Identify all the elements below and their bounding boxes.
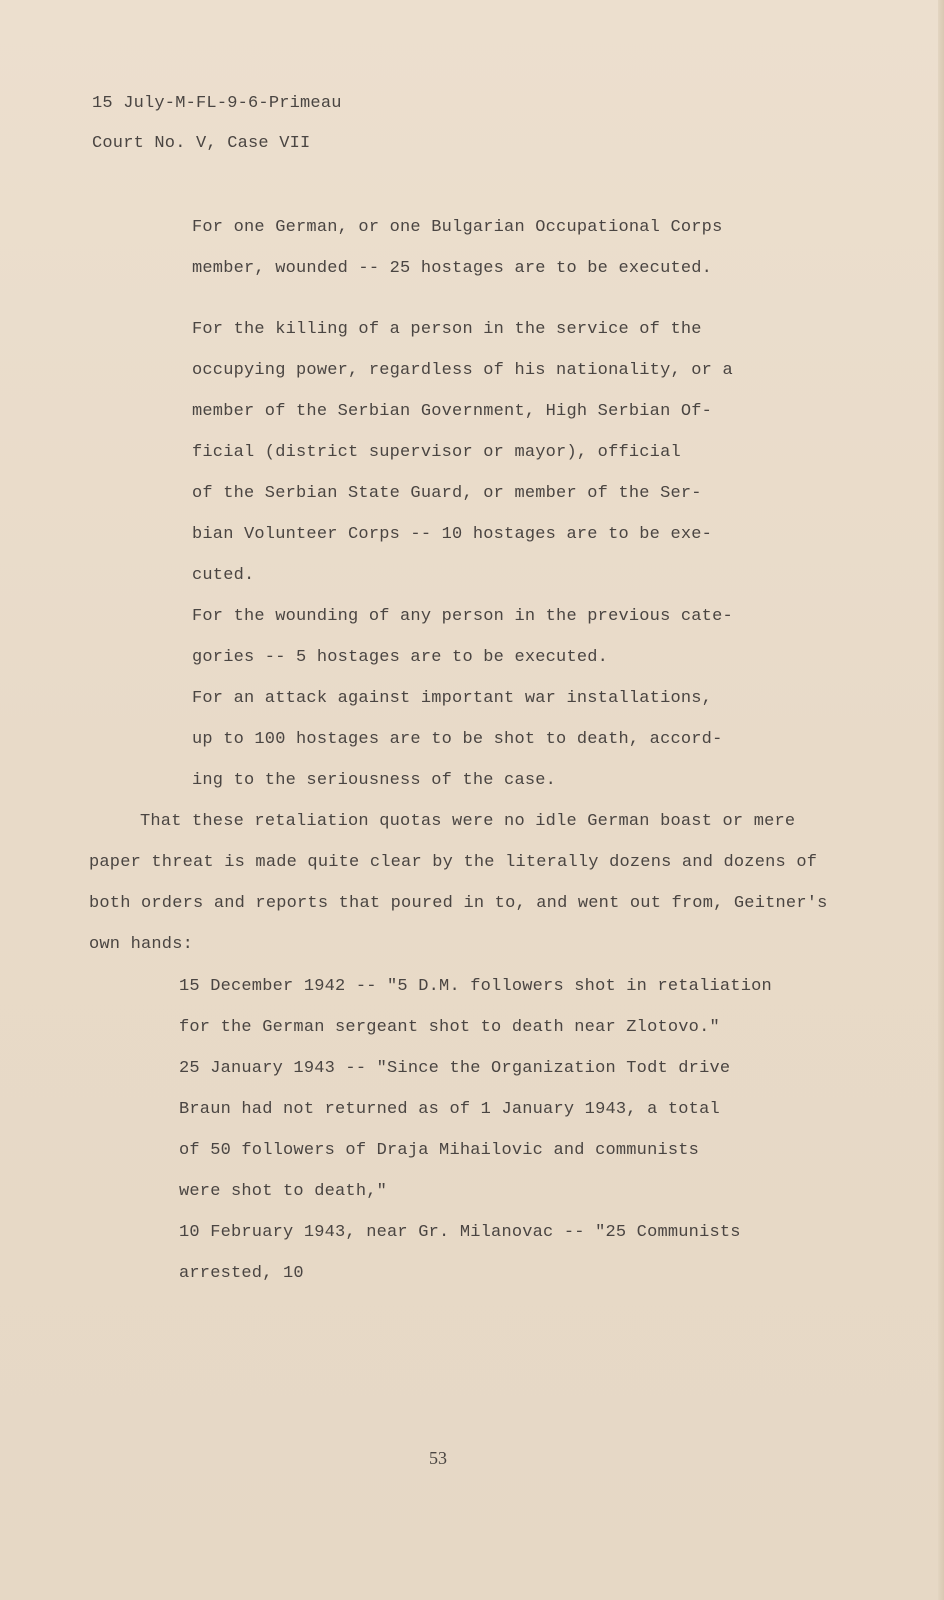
header-court: Court No. V, Case VII <box>92 134 311 153</box>
report-line: Braun had not returned as of 1 January 1943, a total <box>179 1100 720 1119</box>
quote-line: bian Volunteer Corps -- 10 hostages are to be exe- <box>192 525 713 544</box>
quote-line: For the wounding of any person in the previous cate- <box>192 607 733 626</box>
quote-line: For an attack against important war installations, <box>192 689 713 708</box>
page-edge <box>938 0 944 1600</box>
report-line: for the German sergeant shot to death near Zlotovo." <box>179 1018 720 1037</box>
quote-line: cuted. <box>192 566 255 585</box>
page-number: 53 <box>429 1448 447 1468</box>
quote-line: gories -- 5 hostages are to be executed. <box>192 648 609 667</box>
paragraph-line: own hands: <box>89 935 194 954</box>
report-line: 10 February 1943, near Gr. Milanovac -- "25 Communists <box>179 1223 741 1242</box>
quote-line: occupying power, regardless of his nationality, or a <box>192 361 733 380</box>
quote-line: member, wounded -- 25 hostages are to be executed. <box>192 259 713 278</box>
report-line: 25 January 1943 -- "Since the Organization Todt drive <box>179 1059 731 1078</box>
paragraph-line: That these retaliation quotas were no idle German boast or mere <box>140 812 796 831</box>
quote-line: For one German, or one Bulgarian Occupational Corps <box>192 218 723 237</box>
report-line: of 50 followers of Draja Mihailovic and communists <box>179 1141 700 1160</box>
paragraph-line: paper threat is made quite clear by the literally dozens and dozens of <box>89 853 818 872</box>
report-line: arrested, 10 <box>179 1264 304 1283</box>
report-line: were shot to death," <box>179 1182 388 1201</box>
quote-line: For the killing of a person in the service of the <box>192 320 702 339</box>
report-line: 15 December 1942 -- "5 D.M. followers shot in retaliation <box>179 977 772 996</box>
quote-line: member of the Serbian Government, High Serbian Of- <box>192 402 713 421</box>
quote-line: up to 100 hostages are to be shot to death, accord- <box>192 730 723 749</box>
quote-line: of the Serbian State Guard, or member of the Ser- <box>192 484 702 503</box>
quote-line: ing to the seriousness of the case. <box>192 771 557 790</box>
paragraph-line: both orders and reports that poured in to, and went out from, Geitner's <box>89 894 828 913</box>
quote-line: ficial (district supervisor or mayor), official <box>192 443 681 462</box>
header-reference: 15 July-M-FL-9-6-Primeau <box>92 94 342 113</box>
